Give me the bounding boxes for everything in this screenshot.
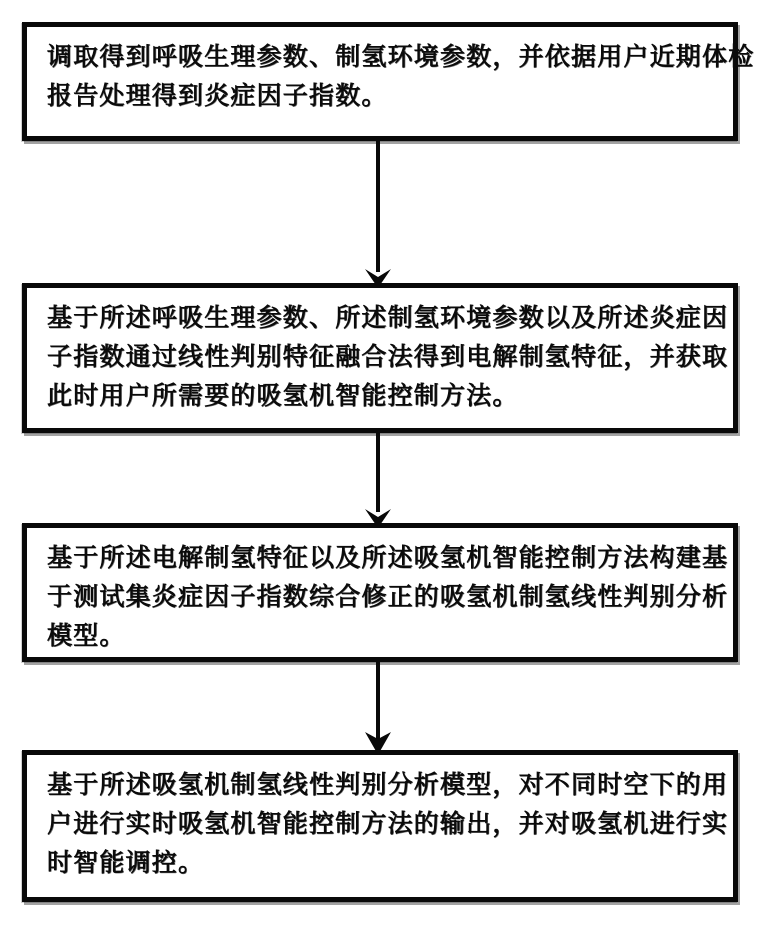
down-arrow-step1-to-step2 [365, 139, 391, 285]
arrow-shaft [376, 660, 380, 739]
flow-step-3-box [22, 523, 738, 662]
flow-step-2-text-line: 此时用户所需要的吸氢机智能控制方法。 [47, 382, 519, 410]
flow-step-4-text-line: 时智能调控。 [47, 849, 205, 877]
flow-step-2-box [22, 283, 738, 433]
flow-step-1-text-line: 调取得到呼吸生理参数、制氢环境参数，并依据用户近期体检 [47, 43, 755, 71]
flow-step-3-text-line: 于测试集炎症因子指数综合修正的吸氢机制氢线性判别分析 [47, 583, 729, 611]
flow-step-1-box [22, 22, 755, 141]
flow-step-4-text-line: 基于所述吸氢机制氢线性判别分析模型，对不同时空下的用 [47, 771, 729, 799]
flow-step-2-text-line: 基于所述呼吸生理参数、所述制氢环境参数以及所述炎症因 [47, 304, 729, 332]
down-arrow-step3-to-step4 [365, 660, 391, 752]
flow-step-1-text-line: 报告处理得到炎症因子指数。 [47, 82, 388, 110]
flow-step-3-text-line: 基于所述电解制氢特征以及所述吸氢机智能控制方法构建基 [47, 544, 729, 572]
flow-step-4-box [22, 750, 738, 902]
flow-step-3-text-line: 模型。 [47, 622, 126, 650]
arrow-shaft [376, 139, 380, 272]
flow-step-2-text-line: 子指数通过线性判别特征融合法得到电解制氢特征，并获取 [47, 343, 729, 371]
down-arrow-step2-to-step3 [365, 431, 391, 525]
arrow-shaft [376, 431, 380, 512]
flow-step-4-text-line: 户进行实时吸氢机智能控制方法的输出，并对吸氢机进行实 [47, 810, 729, 838]
